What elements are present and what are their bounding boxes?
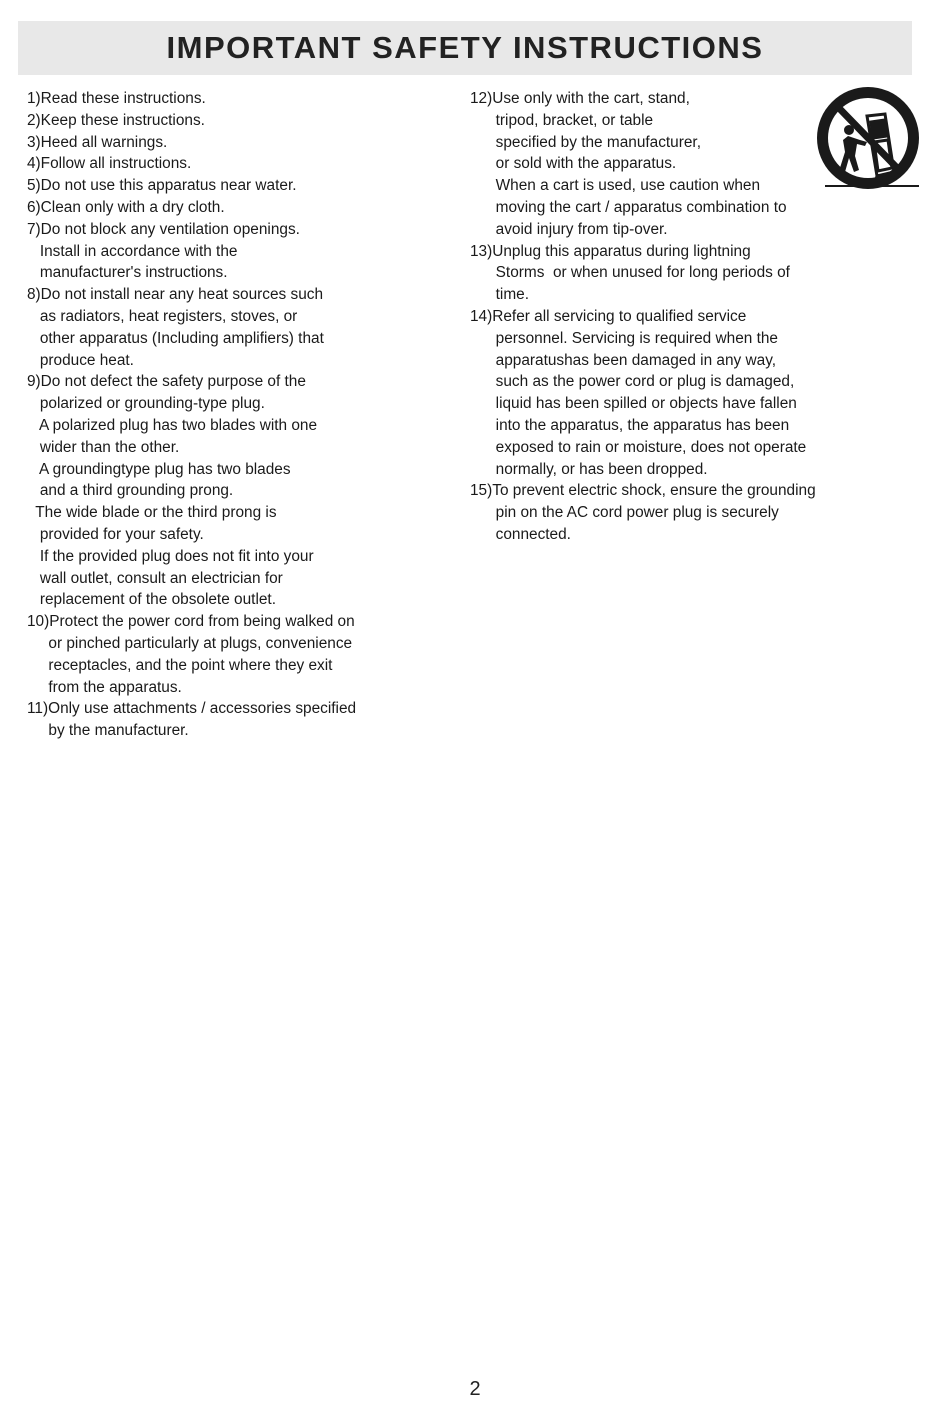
instruction-line: 5)Do not use this apparatus near water. bbox=[27, 177, 297, 195]
instruction-line: Install in accordance with the bbox=[27, 242, 238, 260]
instruction-line: provided for your safety. bbox=[27, 525, 204, 543]
instruction-line: If the provided plug does not fit into your bbox=[27, 547, 314, 565]
instruction-line: or sold with the apparatus. bbox=[470, 155, 677, 173]
instruction-line: 12)Use only with the cart, stand, bbox=[470, 90, 690, 107]
instruction-line: connected. bbox=[470, 525, 571, 543]
instruction-line: replacement of the obsolete outlet. bbox=[27, 591, 276, 609]
instruction-line: normally, or has been dropped. bbox=[470, 460, 708, 478]
page-title: IMPORTANT SAFETY INSTRUCTIONS bbox=[166, 30, 764, 65]
instruction-line: receptacles, and the point where they exit bbox=[27, 656, 333, 674]
instruction-line: 4)Follow all instructions. bbox=[27, 155, 192, 173]
instruction-line: manufacturer's instructions. bbox=[27, 264, 228, 282]
instruction-line: avoid injury from tip-over. bbox=[470, 220, 668, 238]
page-number: 2 bbox=[469, 1378, 481, 1400]
instruction-line: 15)To prevent electric shock, ensure the grounding bbox=[470, 482, 816, 500]
instruction-line: 6)Clean only with a dry cloth. bbox=[27, 198, 225, 216]
title-bar bbox=[18, 21, 912, 75]
instruction-line: apparatushas been damaged in any way, bbox=[470, 351, 777, 369]
instruction-line: 13)Unplug this apparatus during lightning bbox=[470, 242, 751, 260]
instruction-line: 14)Refer all servicing to qualified service bbox=[470, 307, 747, 325]
instruction-line: 8)Do not install near any heat sources such bbox=[27, 286, 324, 304]
instruction-line: other apparatus (Including amplifiers) that bbox=[27, 329, 324, 347]
instruction-line: Storms or when unused for long periods of bbox=[470, 264, 790, 282]
instruction-line: 2)Keep these instructions. bbox=[27, 111, 205, 129]
instruction-line: personnel. Servicing is required when the bbox=[470, 329, 778, 347]
instruction-line: A polarized plug has two blades with one bbox=[27, 416, 318, 434]
instruction-line: specified by the manufacturer, bbox=[470, 133, 701, 151]
instruction-line: 1)Read these instructions. bbox=[27, 90, 206, 107]
instruction-line: exposed to rain or moisture, does not operate bbox=[470, 438, 807, 456]
instruction-line: moving the cart / apparatus combination to bbox=[470, 198, 787, 216]
instruction-line: by the manufacturer. bbox=[27, 722, 189, 740]
instruction-line: time. bbox=[470, 286, 530, 304]
instruction-line: from the apparatus. bbox=[27, 678, 182, 696]
instruction-line: 10)Protect the power cord from being walked on bbox=[27, 613, 355, 631]
instruction-line: The wide blade or the third prong is bbox=[27, 504, 277, 522]
instruction-line: wider than the other. bbox=[27, 438, 180, 456]
instruction-line: into the apparatus, the apparatus has been bbox=[470, 416, 790, 434]
instruction-line: tripod, bracket, or table bbox=[470, 111, 654, 129]
instruction-line: and a third grounding prong. bbox=[27, 482, 234, 500]
instruction-line: liquid has been spilled or objects have fallen bbox=[470, 395, 797, 413]
instruction-line: 9)Do not defect the safety purpose of the bbox=[27, 373, 306, 391]
instruction-line: produce heat. bbox=[27, 351, 134, 369]
instruction-line: pin on the AC cord power plug is securely bbox=[470, 504, 779, 522]
instructions-left-column bbox=[27, 88, 437, 742]
instruction-line: When a cart is used, use caution when bbox=[470, 177, 761, 195]
instruction-line: 3)Heed all warnings. bbox=[27, 133, 168, 151]
instruction-line: or pinched particularly at plugs, convenience bbox=[27, 634, 353, 652]
cart-tip-over-warning-icon bbox=[815, 86, 921, 190]
instruction-line: A groundingtype plug has two blades bbox=[27, 460, 291, 478]
instruction-line: such as the power cord or plug is damaged, bbox=[470, 373, 795, 391]
instruction-line: polarized or grounding-type plug. bbox=[27, 395, 265, 413]
instruction-line: wall outlet, consult an electrician for bbox=[27, 569, 283, 587]
instruction-line: as radiators, heat registers, stoves, or bbox=[27, 307, 298, 325]
instruction-line: 7)Do not block any ventilation openings. bbox=[27, 220, 300, 238]
instruction-line: 11)Only use attachments / accessories specified bbox=[27, 700, 357, 718]
